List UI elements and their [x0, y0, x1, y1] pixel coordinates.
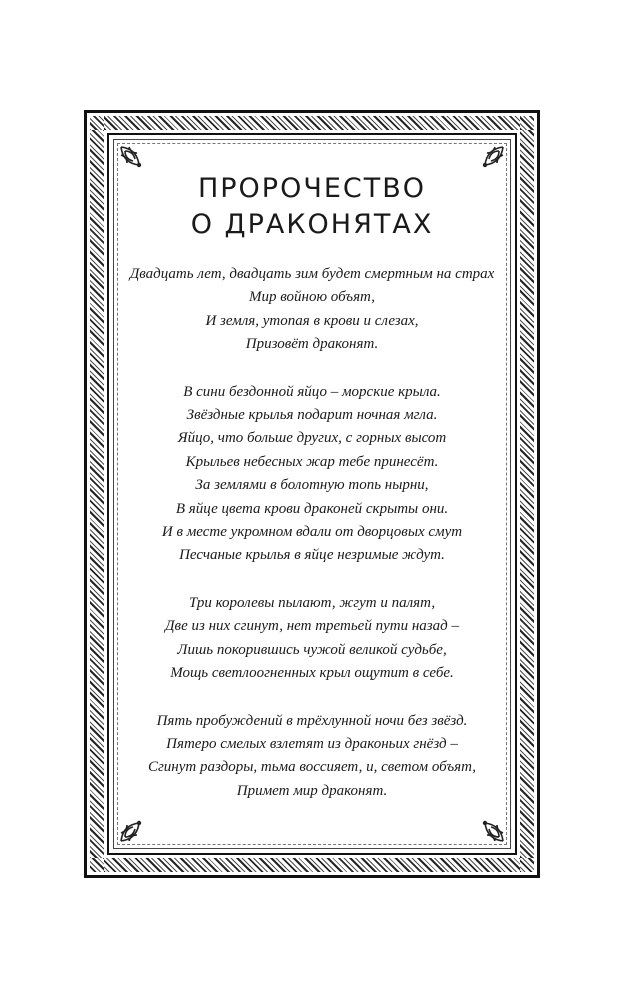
poem-line: Песчаные крылья в яйце незримые ждут.	[179, 547, 445, 564]
poem-line: Яйцо, что больше других, с горных высот	[177, 430, 447, 447]
stanza-2	[87, 381, 537, 568]
poem-line: За землями в болотную топь нырни,	[195, 477, 429, 494]
poem-line: В яйце цвета крови драконей скрыты они.	[175, 500, 449, 517]
poem-line: Двадцать лет, двадцать зим будет смертным на страх	[129, 266, 495, 282]
poem-line: Лишь покорившись чужой великой судьбе,	[177, 641, 447, 658]
title-line-2: О ДРАКОНЯТАХ	[190, 209, 434, 240]
poem-line: В сини бездонной яйцо – морские крыла.	[183, 383, 441, 400]
title-line-1: ПРОРОЧЕСТВО	[197, 173, 427, 204]
poem-line: Крыльев небесных жар тебе принесёт.	[185, 453, 439, 470]
poem	[87, 263, 537, 803]
poem-line: Призовёт драконят.	[245, 336, 379, 353]
poem-line: Мощь светлоогненных крыл ощутит в себе.	[170, 665, 454, 682]
poem-line: Три королевы пылают, жгут и палят,	[188, 594, 436, 611]
poem-line: Две из них сгинут, нет третьей пути назад –	[165, 618, 459, 635]
poem-line: Звёздные крылья подарит ночная мгла.	[186, 407, 438, 424]
poem-line: Мир войною объят,	[248, 289, 375, 306]
poem-line: Примет мир драконят.	[236, 782, 388, 799]
ornate-frame	[84, 110, 540, 878]
poem-line: И в месте укромном вдали от дворцовых смут	[161, 524, 463, 541]
stanza-4	[87, 710, 537, 804]
poem-line: И земля, утопая в крови и слезах,	[205, 312, 419, 329]
stanza-1	[87, 263, 537, 357]
poem-line: Пять пробуждений в трёхлунной ночи без звёзд.	[156, 712, 468, 729]
poem-line: Сгинут раздоры, тьма воссияет, и, светом объят,	[147, 759, 477, 776]
prophecy-content	[87, 171, 537, 827]
page-title	[87, 171, 537, 243]
poem-line: Пятеро смелых взлетят из драконьих гнёзд –	[166, 735, 458, 752]
stanza-3	[87, 592, 537, 686]
